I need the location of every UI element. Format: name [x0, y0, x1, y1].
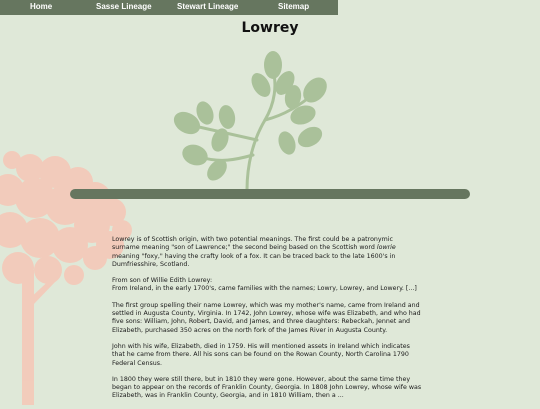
nav-stewart-lineage[interactable]: Stewart Lineage [177, 2, 239, 11]
will-paragraph: John with his wife, Elizabeth, died in 1759. His will mentioned assets in Ireland which indicates that he came from there. All his sons can be found on the Rowan County, North Carolina 1790 Federal Census. [112, 342, 410, 367]
nav-sitemap[interactable]: Sitemap [278, 2, 310, 11]
top-nav [0, 0, 338, 15]
nav-home[interactable]: Home [30, 2, 53, 11]
scottish-word: lowrie [376, 244, 396, 252]
intro-paragraph: Lowrey is of Scottish origin, with two potential meanings. The first could be a patronymic surname meaning "son of Lawrence;" the second being based on the Scottish word lowrie meaning "foxy," having the crafty look of a fox. It can be traced back to the late 1600's in Dumfriesshire, Scotland. [112, 236, 396, 268]
paragraph-heading: From son of Willie Edith Lowrey: [112, 277, 213, 285]
leaf-illustration [165, 45, 335, 190]
georgia-paragraph: In 1800 they were still there, but in 1810 they were gone. However, about the same time they began to appear on the records of Franklin County, Georgia. In 1808 John Lowrey, whose wife was Elizabeth, was in Franklin County, Georgia, and in 1810 William, then a ... [112, 375, 422, 400]
virginia-paragraph: The first group spelling their name Lowrey, which was my mother's name, came from Ireland and settled in Augusta County, Virginia. In 1742, John Lowrey, whose wife was Elizabeth, and who had five sons: William, John, Robert, David, and James, and three daughters: Rebeckah, Jennet and Elizabeth, purchased 350 acres on the north fork of the James River in Augusta County. [112, 301, 421, 334]
article-content [112, 236, 422, 409]
divider-bar [70, 189, 470, 199]
nav-sasse-lineage[interactable]: Sasse Lineage [96, 2, 152, 11]
page-title: Lowrey [241, 20, 299, 36]
lineage-paragraph: From son of Willie Edith Lowrey: From Ireland, in the early 1700's, came families with the names; Lowry, Lowrey, and Lowery. [...] [112, 277, 417, 293]
